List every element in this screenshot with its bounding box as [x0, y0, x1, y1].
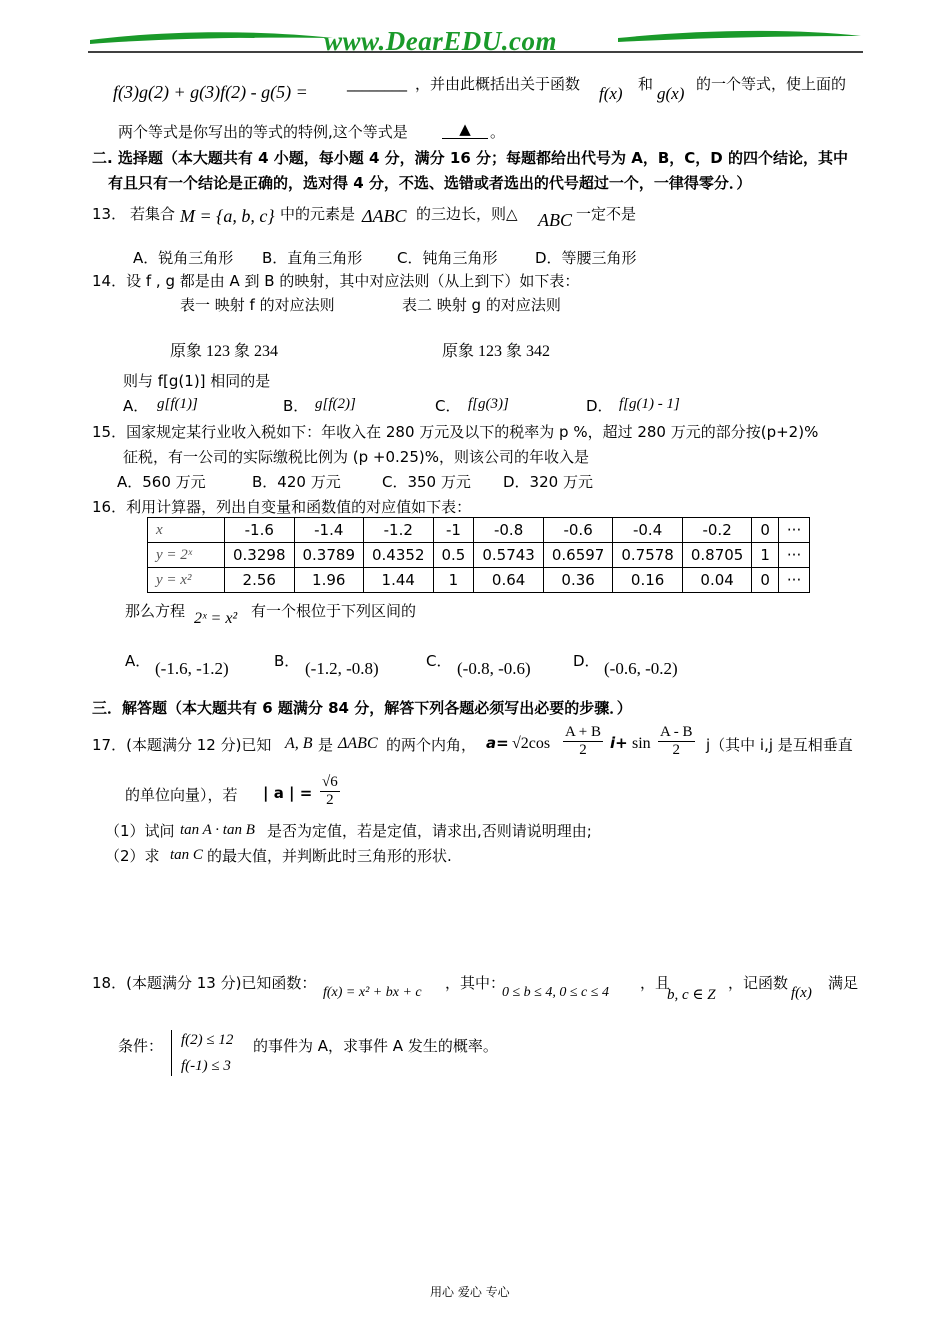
- q17-sqrt2cos: √2cos: [512, 735, 551, 752]
- table-cell: -0.4: [613, 518, 683, 543]
- section2-title-1: 二. 选择题（本大题共有 4 小题，每小题 4 分，满分 16 分；每题都给出代号为 A，B，C，D 的四个结论，其中: [92, 149, 848, 167]
- q17-part2-expr: tan C: [170, 847, 203, 863]
- intro-expr: f(3)g(2) + g(3)f(2) - g(5) =: [113, 82, 308, 102]
- table-cell: 0.16: [613, 568, 683, 593]
- q15-line2: 征税，有一公司的实际缴税比例为 (p +0.25)%，则该公司的年收入是: [123, 448, 589, 466]
- table-row-y1: [148, 543, 810, 568]
- table-cell: ···: [778, 568, 809, 593]
- q17-frac1: [563, 724, 603, 759]
- table-cell: -0.2: [682, 518, 752, 543]
- intro-fx: f(x): [599, 84, 623, 103]
- q18-cond1: f(2) ≤ 12: [181, 1032, 234, 1048]
- intro-line2-end: 。: [490, 123, 506, 141]
- q14-option-a-label[interactable]: A．: [123, 397, 149, 415]
- q14-option-d-label[interactable]: D．: [586, 397, 613, 415]
- q14-option-b-label[interactable]: B．: [283, 397, 309, 415]
- q17-ab: A, B: [285, 735, 313, 752]
- q13-option-a[interactable]: A．锐角三角形: [133, 249, 234, 267]
- q13-text-d: 一定不是: [576, 205, 637, 223]
- q14-option-c-expr: f[g(3)]: [468, 396, 509, 412]
- q17-sin: sin: [632, 735, 651, 752]
- q17-two-angles: 的两个内角，: [386, 736, 477, 754]
- intro-gx: g(x): [657, 84, 685, 103]
- table-cell: 0.3298: [225, 543, 295, 568]
- q17-a-eq: a=: [486, 734, 509, 752]
- q16-option-b-expr: (-1.2, -0.8): [305, 659, 379, 678]
- table-cell: 1: [433, 568, 474, 593]
- q13-option-d[interactable]: D．等腰三角形: [535, 249, 637, 267]
- table-cell: 1: [752, 543, 779, 568]
- q18-record: ，记函数: [728, 974, 789, 992]
- footer-text: 用心 爱心 专心: [430, 1285, 510, 1299]
- q17-part1-a: （1）试问: [105, 822, 175, 840]
- table-cell: -1.6: [225, 518, 295, 543]
- q15-line1: 15．国家规定某行业收入税如下：年收入在 280 万元及以下的税率为 p %，超过 280 万元的部分按(p+2)%: [92, 423, 819, 441]
- q13-text-a: 若集合: [130, 205, 176, 223]
- q15-option-b[interactable]: B．420 万元: [252, 473, 341, 491]
- q14-option-a-expr: g[f(1)]: [157, 396, 198, 412]
- q14-option-d-expr: f[g(1) - 1]: [619, 396, 680, 412]
- table-cell: 0.7578: [613, 543, 683, 568]
- q17-i-plus: i+: [610, 734, 628, 752]
- table-cell: 0.04: [682, 568, 752, 593]
- q16-equation: 2ˣ = x²: [194, 610, 238, 627]
- table-cell: ···: [778, 543, 809, 568]
- q18-tail: 的事件为 A，求事件 A 发生的概率。: [253, 1037, 498, 1055]
- row-label-y2: y = x²: [148, 568, 225, 593]
- q17-part1-b: 是否为定值，若是定值，请求出,否则请说明理由;: [267, 822, 592, 840]
- q16-question-b: 有一个根位于下列区间的: [251, 602, 417, 620]
- row-label-y1: y = 2ˣ: [148, 543, 225, 568]
- q18-and: ，且: [640, 974, 671, 992]
- table-cell: 1.96: [294, 568, 364, 593]
- q14-table1-caption: 表一 映射 f 的对应法则: [180, 296, 335, 314]
- q15-option-c[interactable]: C．350 万元: [382, 473, 471, 491]
- q14-question: 则与 f[g(1)] 相同的是: [123, 372, 271, 390]
- q16-option-c-label[interactable]: C．: [426, 652, 452, 670]
- q13-option-b[interactable]: B．直角三角形: [262, 249, 363, 267]
- q13-option-c[interactable]: C．钝角三角形: [397, 249, 498, 267]
- q14-table2-content: 原象 123 象 342: [442, 343, 551, 360]
- site-title[interactable]: www.DearEDU.com: [324, 26, 558, 56]
- q18-cond-label: 条件：: [118, 1037, 164, 1055]
- q16-question-a: 那么方程: [125, 602, 186, 620]
- q13-text-c: 的三边长，则△: [416, 205, 518, 223]
- q16-option-c-expr: (-0.8, -0.6): [457, 659, 531, 678]
- q18-range: 0 ≤ b ≤ 4, 0 ≤ c ≤ 4: [502, 985, 609, 1000]
- section3-title: 三．解答题（本大题共有 6 题满分 84 分，解答下列各题必须写出必要的步骤．）: [92, 699, 632, 717]
- table-cell: -0.6: [543, 518, 613, 543]
- table-cell: -1.4: [294, 518, 364, 543]
- q16-value-table: [147, 517, 810, 593]
- q17-frac2-den: 2: [672, 742, 680, 758]
- q18-lead: 18．(本题满分 13 分)已知函数：: [92, 974, 317, 992]
- q14-option-c-label[interactable]: C．: [435, 397, 461, 415]
- table-cell: 0.8705: [682, 543, 752, 568]
- q17-frac3-den: 2: [326, 792, 334, 808]
- table-cell: -1.2: [364, 518, 434, 543]
- q17-j-tail: j（其中 i,j 是互相垂直: [706, 736, 853, 754]
- q18-func: f(x) = x² + bx + c: [323, 985, 422, 1000]
- table-cell: ···: [778, 518, 809, 543]
- q17-part1-expr: tan A · tan B: [180, 822, 255, 838]
- q13-abc: ABC: [538, 210, 572, 230]
- table-cell: 0.3789: [294, 543, 364, 568]
- triangle-mark: ▲: [459, 120, 471, 138]
- q14-table2-caption: 表二 映射 g 的对应法则: [402, 296, 561, 314]
- q18-where: ，其中：: [445, 974, 506, 992]
- intro-blank: ________: [347, 74, 407, 92]
- q17-frac1-den: 2: [579, 742, 587, 758]
- intro-line2: 两个等式是你写出的等式的特例,这个等式是: [118, 123, 408, 141]
- q13-text-b: 中的元素是: [280, 205, 356, 223]
- q13-tri: ΔABC: [362, 206, 407, 226]
- q15-option-d[interactable]: D．320 万元: [503, 473, 593, 491]
- q17-frac2-num: A - B: [660, 724, 693, 740]
- q17-part2-a: （2）求: [105, 847, 160, 865]
- q17-frac2: [658, 724, 695, 759]
- q17-is: 是: [318, 736, 334, 754]
- table-row-x: [148, 518, 810, 543]
- row-label-x: x: [148, 518, 225, 543]
- condition-brace: [171, 1030, 180, 1076]
- table-cell: 1.44: [364, 568, 434, 593]
- left-swoosh: [90, 32, 333, 44]
- q18-satisfy: 满足: [828, 974, 859, 992]
- table-cell: 0.36: [543, 568, 613, 593]
- q17-tri: ΔABC: [338, 735, 378, 752]
- table-cell: 0.5: [433, 543, 474, 568]
- q16-line1: 16．利用计算器，列出自变量和函数值的对应值如下表：: [92, 498, 472, 516]
- table-cell: -1: [433, 518, 474, 543]
- q14-line1: 14．设 f , g 都是由 A 到 B 的映射，其中对应法则（从上到下）如下表：: [92, 272, 580, 290]
- q15-option-a[interactable]: A．560 万元: [117, 473, 206, 491]
- table-cell: 0: [752, 568, 779, 593]
- table-cell: 0.5743: [474, 543, 544, 568]
- q13-set: M = {a, b, c}: [180, 206, 275, 226]
- table-cell: 0.4352: [364, 543, 434, 568]
- q16-option-d-label[interactable]: D．: [573, 652, 600, 670]
- right-swoosh: [618, 31, 861, 42]
- q17-lead: 17．(本题满分 12 分)已知: [92, 736, 272, 754]
- q16-option-b-label[interactable]: B．: [274, 652, 300, 670]
- q18-cond2: f(-1) ≤ 3: [181, 1058, 231, 1074]
- q17-part2-b: 的最大值，并判断此时三角形的形状.: [207, 847, 452, 865]
- q18-fx: f(x): [791, 985, 812, 1001]
- q16-option-a-label[interactable]: A．: [125, 652, 151, 670]
- intro-he: 和: [638, 75, 654, 93]
- q17-line2-a: 的单位向量），若: [125, 786, 238, 804]
- q14-option-b-expr: g[f(2)]: [315, 396, 356, 412]
- intro-text-b: 的一个等式，使上面的: [696, 75, 847, 93]
- q17-frac3-num: √6: [322, 774, 338, 790]
- section2-title-2: 有且只有一个结论是正确的，选对得 4 分，不选、选错或者选出的代号超过一个，一律得零分．）: [108, 174, 752, 192]
- q17-frac1-num: A + B: [565, 724, 601, 740]
- table-cell: 0.64: [474, 568, 544, 593]
- table-cell: 2.56: [225, 568, 295, 593]
- q17-abs-a: | a | =: [263, 784, 313, 802]
- q13-num: 13．: [92, 205, 127, 223]
- answer-blank[interactable]: [442, 120, 488, 139]
- table-cell: 0.6597: [543, 543, 613, 568]
- q16-option-a-expr: (-1.6, -1.2): [155, 659, 229, 678]
- q16-option-d-expr: (-0.6, -0.2): [604, 659, 678, 678]
- table-cell: -0.8: [474, 518, 544, 543]
- q18-bcz: b, c ∈ Z: [667, 987, 716, 1003]
- table-cell: 0: [752, 518, 779, 543]
- table-row-y2: [148, 568, 810, 593]
- intro-text-a: ，并由此概括出关于函数: [415, 75, 581, 93]
- q17-frac3: [320, 774, 340, 809]
- q14-table1-content: 原象 123 象 234: [170, 343, 279, 360]
